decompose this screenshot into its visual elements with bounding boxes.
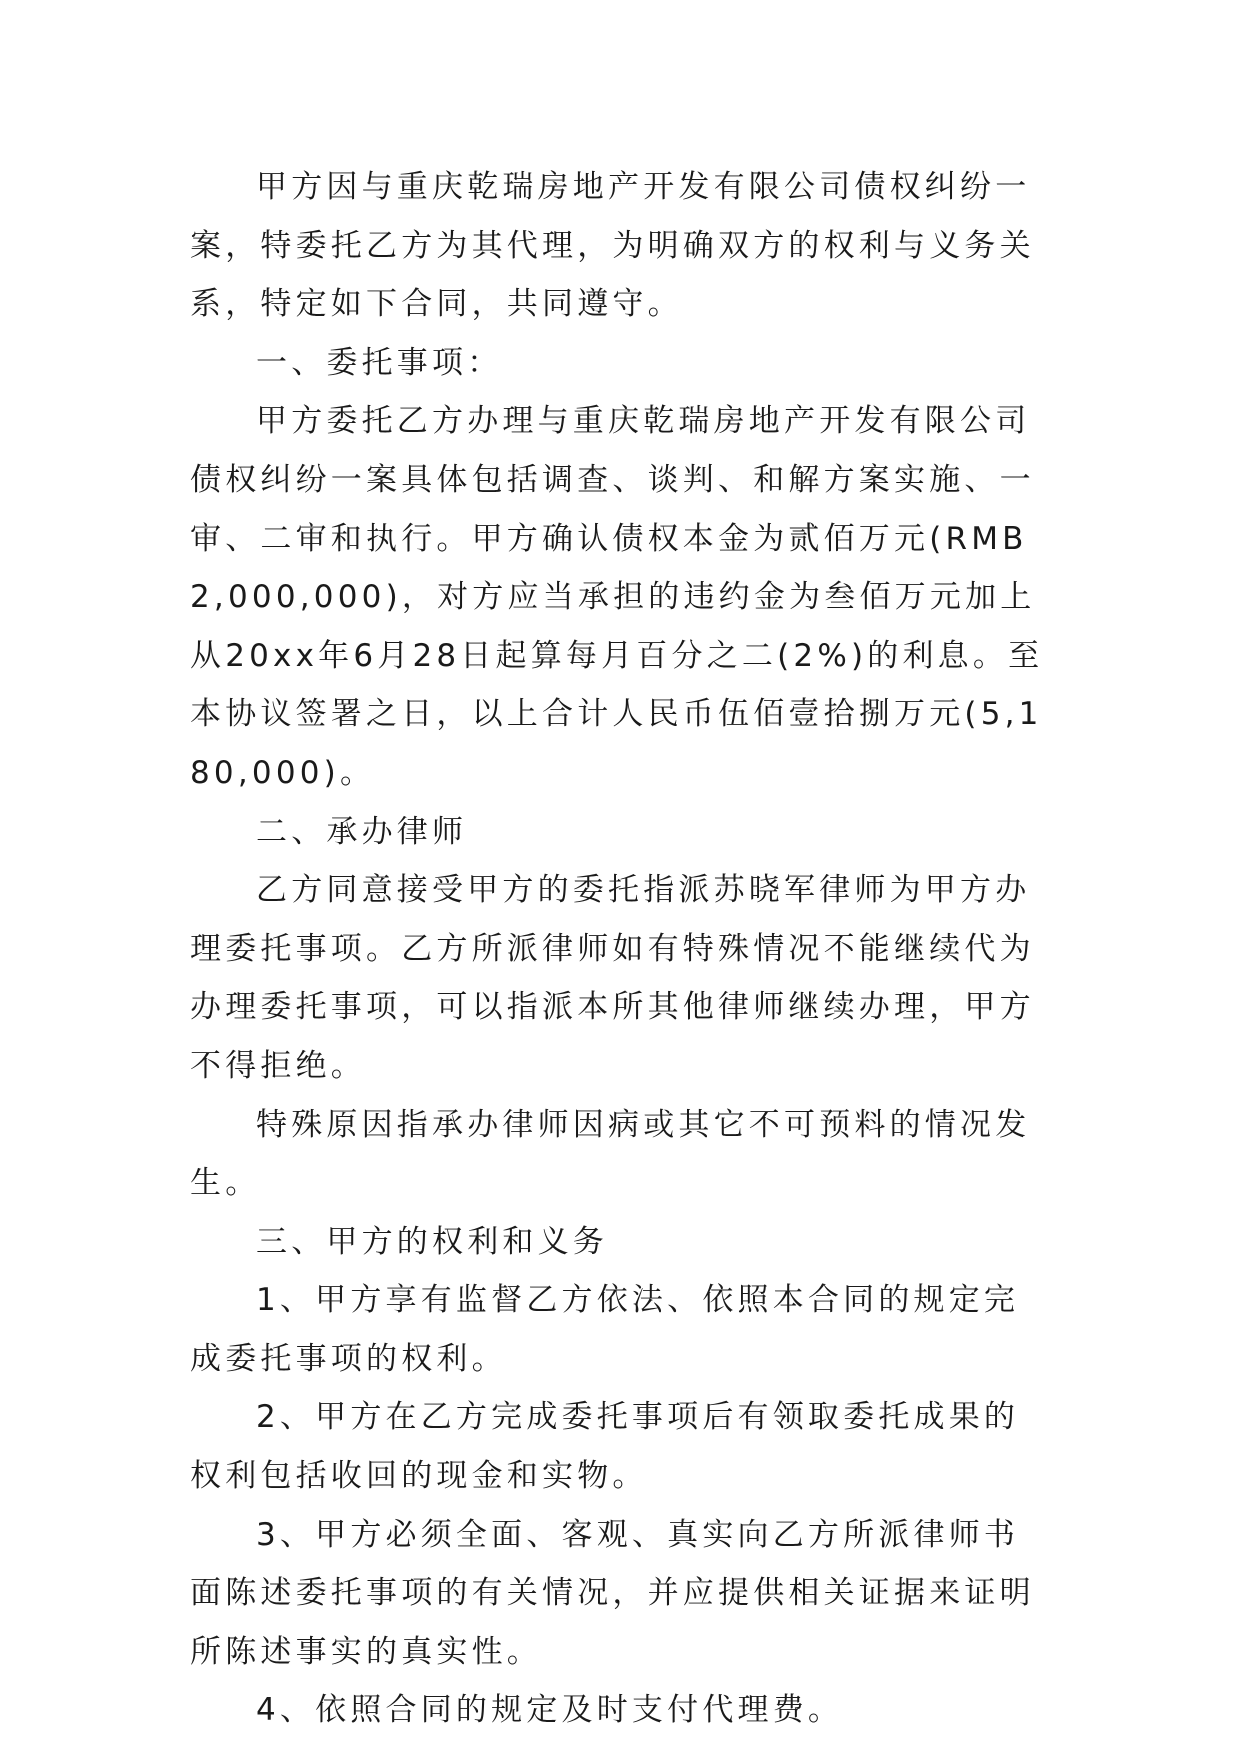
clause-1: 1、甲方享有监督乙方依法、依照本合同的规定完成委托事项的权利。 xyxy=(190,1282,1020,1377)
document-body xyxy=(190,158,1052,1740)
section-heading-3: 三、甲方的权利和义务 xyxy=(256,1223,608,1260)
paragraph-entrusted-matters: 甲方委托乙方办理与重庆乾瑞房地产开发有限公司债权纠纷一案具体包括调查、谈判、和解方案实施、一审、二审和执行。甲方确认债权本金为贰佰万元(RMB2,000,000)，对方应当承担的违约金为叁佰万元加上从20xx年6月28日起算每月百分之二(2%)的利息。至本协议签署之日，以上合计人民币伍佰壹拾捌万元(5,180,000)。 xyxy=(190,403,1044,791)
paragraph-intro: 甲方因与重庆乾瑞房地产开发有限公司债权纠纷一案，特委托乙方为其代理，为明确双方的权利与义务关系，特定如下合同，共同遵守。 xyxy=(190,169,1035,323)
paragraph-lawyer: 乙方同意接受甲方的委托指派苏晓军律师为甲方办理委托事项。乙方所派律师如有特殊情况不能继续代为办理委托事项，可以指派本所其他律师继续办理，甲方不得拒绝。 xyxy=(190,872,1035,1084)
section-heading-2: 二、承办律师 xyxy=(256,813,468,850)
clause-4: 4、依照合同的规定及时支付代理费。 xyxy=(256,1692,844,1729)
paragraph-special-reason: 特殊原因指承办律师因病或其它不可预料的情况发生。 xyxy=(190,1106,1031,1202)
clause-3: 3、甲方必须全面、客观、真实向乙方所派律师书面陈述委托事项的有关情况，并应提供相关证据来证明所陈述事实的真实性。 xyxy=(190,1516,1035,1670)
section-heading-1: 一、委托事项： xyxy=(256,344,503,381)
clause-2: 2、甲方在乙方完成委托事项后有领取委托成果的权利包括收回的现金和实物。 xyxy=(190,1399,1020,1495)
